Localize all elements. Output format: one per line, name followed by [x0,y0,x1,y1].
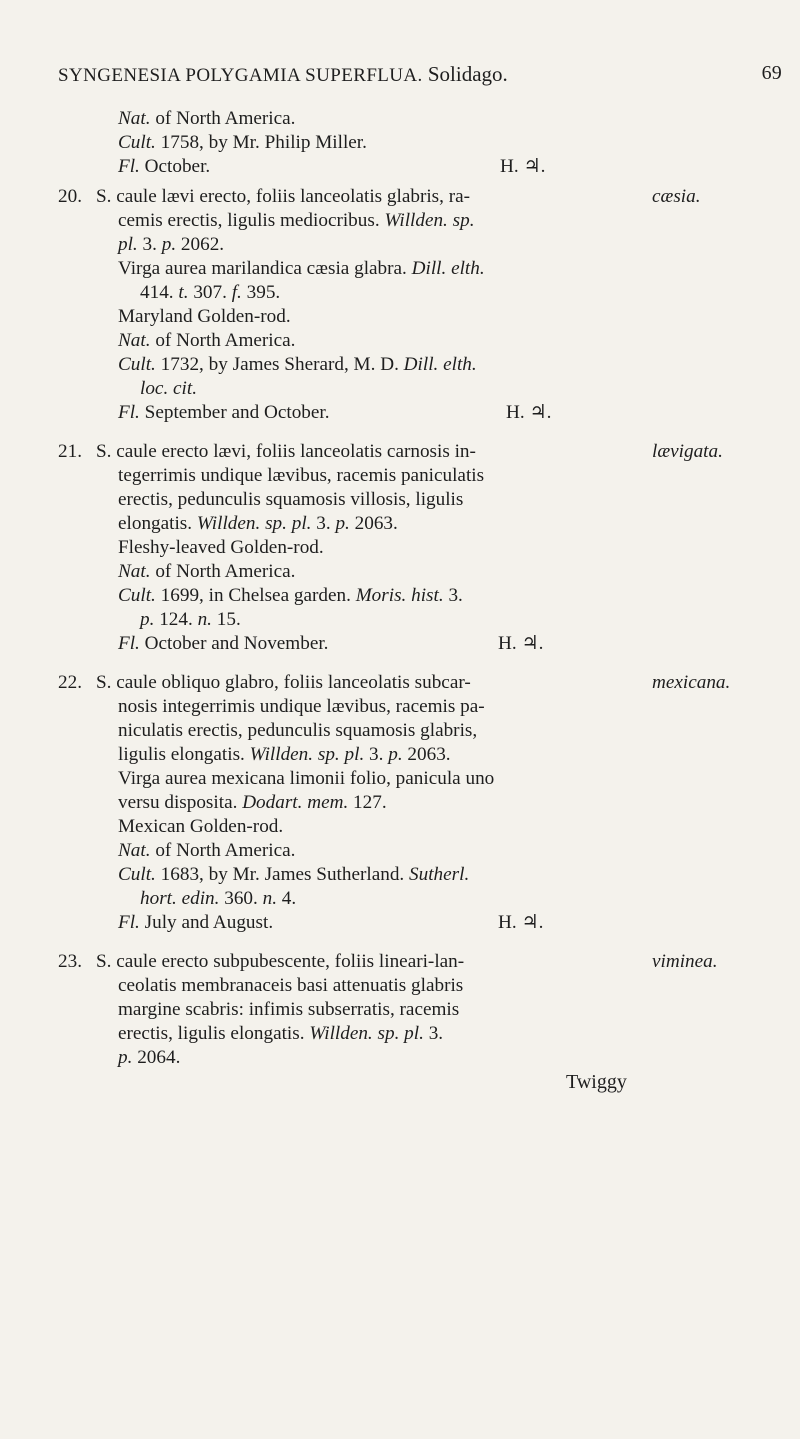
ref-text: 3. [423,1023,444,1044]
common-name: Maryland Golden-rod. [118,306,291,327]
diagnosis-text: ligulis elongatis. [118,744,250,765]
ref-text: 3. [364,744,389,765]
reference: Willden. sp. pl. [196,513,312,534]
diagnosis-line: S. caule erecto subpubescente, foliis lineari-lan- [96,951,465,972]
ref-text: 360. [219,888,263,909]
reference: Willden. sp. pl. [249,744,365,765]
diagnosis-line [118,743,451,767]
diagnosis-line: nosis integerrimis undique lævibus, racemis pa- [118,696,485,717]
ref-abbrev: p. [388,744,403,765]
reference: Willden. sp. pl. [309,1023,424,1044]
header-title [58,62,508,87]
synonym-text: versu disposita. [118,792,243,813]
ref-abbrev: t. [178,282,189,303]
fl-label: Fl. [118,156,140,177]
nat-text: of North America. [150,330,296,351]
fl-text: October and November. [139,633,329,654]
habit-mark: H. ♃. [498,912,544,933]
fl-label: Fl. [118,912,140,933]
fl-line [118,401,330,425]
diagnosis-line [118,233,224,257]
reference: hort. edin. [140,888,220,909]
reference: pl. [118,234,138,255]
habit-mark: H. ♃. [498,633,544,654]
ref-text: 3. [443,585,463,606]
header-class-name: SYNGENESIA POLYGAMIA SUPERFLUA. [58,65,423,86]
nat-line [118,839,295,863]
catchword: Twiggy [566,1071,627,1093]
fl-label: Fl. [118,402,140,423]
diagnosis-line: margine scabris: infimis subserratis, racemis [118,999,460,1020]
nat-label: Nat. [118,108,151,129]
nat-line [118,107,295,131]
ref-text: 395. [241,282,281,303]
cult-text: 1699, in Chelsea garden. [155,585,356,606]
reference: Dodart. mem. [242,792,349,813]
cult-label: Cult. [118,585,156,606]
fl-text: July and August. [139,912,274,933]
diagnosis-line: S. caule lævi erecto, foliis lanceolatis glabris, ra- [96,186,471,207]
nat-text: of North America. [150,108,296,129]
ref-abbrev: n. [197,609,212,630]
entry-number: 21. [58,441,82,462]
nat-text: of North America. [150,840,296,861]
ref-text: 127. [348,792,387,813]
entry-epithet: lævigata. [652,441,723,462]
nat-label: Nat. [118,840,151,861]
ref-abbrev: p. [161,234,177,255]
fl-line [118,155,210,179]
common-name: Mexican Golden-rod. [118,816,284,837]
reference: Willden. sp. [384,210,475,231]
ref-text: 3. [137,234,162,255]
entry-number: 23. [58,951,82,972]
entry-number: 20. [58,186,82,207]
entry-number: 22. [58,672,82,693]
diagnosis-line: ceolatis membranaceis basi attenuatis glabris [118,975,464,996]
common-name: Fleshy-leaved Golden-rod. [118,537,324,558]
diagnosis-line [118,1022,443,1046]
reference-line [140,377,197,401]
fl-line [118,632,328,656]
reference: Dill. elth. [403,354,477,375]
fl-label: Fl. [118,633,140,654]
diagnosis-text: erectis, ligulis elongatis. [118,1023,310,1044]
cult-line [118,353,477,377]
diagnosis-text: cemis erectis, ligulis mediocribus. [118,210,385,231]
ref-abbrev: p. [335,513,350,534]
diagnosis-line: erectis, pedunculis squamosis villosis, ligulis [118,489,464,510]
header-genus: Solidago. [427,62,508,86]
nat-line [118,560,295,584]
cult-line [118,863,469,887]
ref-text: 307. [188,282,232,303]
cult-text: 1758, by Mr. Philip Miller. [155,132,367,153]
ref-text: 3. [311,513,336,534]
ref-abbrev: f. [231,282,242,303]
synonym-text: Virga aurea marilandica cæsia glabra. [118,258,412,279]
ref-text: 2062. [176,234,225,255]
diagnosis-line [118,512,398,536]
habit-mark: H. ♃. [506,402,552,423]
synonym-line [118,257,485,281]
cult-label: Cult. [118,132,156,153]
ref-text: 4. [276,888,297,909]
page-number: 69 [761,62,782,84]
ref-text: 15. [211,609,241,630]
cult-text: 1732, by James Sherard, M. D. [155,354,404,375]
reference: loc. cit. [140,378,198,399]
synonym-line: Virga aurea mexicana limonii folio, panicula uno [118,768,495,789]
entry-epithet: cæsia. [652,186,701,207]
diagnosis-line: S. caule erecto lævi, foliis lanceolatis carnosis in- [96,441,476,462]
ref-text: 124. [154,609,198,630]
diagnosis-line: tegerrimis undique lævibus, racemis paniculatis [118,465,485,486]
cult-text: 1683, by Mr. James Sutherland. [155,864,410,885]
reference-line [118,1046,180,1070]
nat-text: of North America. [150,561,296,582]
nat-label: Nat. [118,330,151,351]
ref-abbrev: p. [140,609,155,630]
reference: Dill. elth. [411,258,485,279]
ref-text: 2063. [402,744,451,765]
ref-text: 414. [140,282,179,303]
cult-line [118,584,463,608]
reference-line [140,887,296,911]
reference: Sutherl. [409,864,470,885]
cult-line [118,131,367,155]
diagnosis-text: elongatis. [118,513,197,534]
ref-text: 2063. [349,513,398,534]
synonym-line [118,791,387,815]
cult-label: Cult. [118,354,156,375]
entry-epithet: viminea. [652,951,718,972]
diagnosis-line [118,209,475,233]
reference: Moris. hist. [355,585,444,606]
entry-epithet: mexicana. [652,672,731,693]
fl-text: October. [139,156,211,177]
nat-line [118,329,295,353]
diagnosis-line: S. caule obliquo glabro, foliis lanceolatis subcar- [96,672,471,693]
ref-abbrev: p. [118,1047,133,1068]
fl-line [118,911,273,935]
ref-text: 2064. [132,1047,181,1068]
reference-line [140,608,241,632]
ref-abbrev: n. [262,888,277,909]
habit-mark: H. ♃. [500,156,546,177]
cult-label: Cult. [118,864,156,885]
fl-text: September and October. [139,402,330,423]
synonym-line [140,281,280,305]
nat-label: Nat. [118,561,151,582]
running-header [58,62,782,88]
diagnosis-line: niculatis erectis, pedunculis squamosis glabris, [118,720,478,741]
